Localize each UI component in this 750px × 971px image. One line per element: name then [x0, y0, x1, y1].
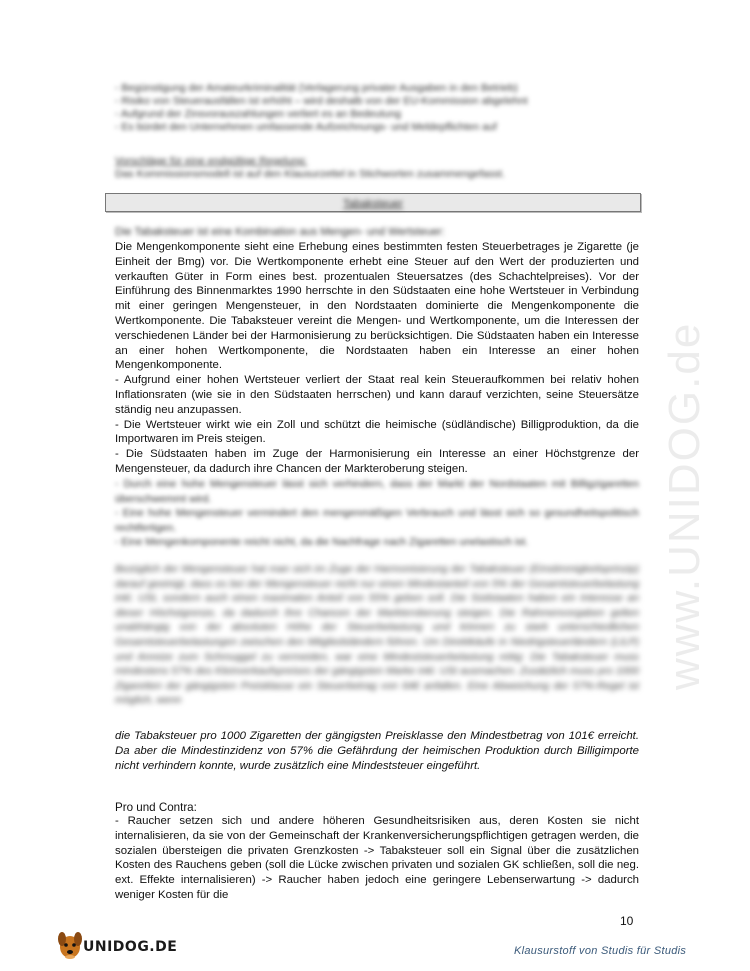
- blurred-bullet-list: [115, 477, 639, 550]
- list-item: - Eine Mengenkomponente reicht nicht, da die Nachfrage nach Zigaretten unelastisch ist.: [115, 536, 529, 548]
- paragraph: die Tabaksteuer pro 1000 Zigaretten der gängigsten Preisklasse den Mindestbetrag von 101€ erreicht. Da aber die Mindestinzidenz von 57% die Gefährdung der heimischen Produktion durch Billigimporte nicht verhindern konnte, wurde zusätzlich eine Mindeststeuer eingeführt.: [115, 730, 639, 772]
- watermark: [650, 250, 710, 700]
- list-item: - Begünstigung der Amateurkriminalität (Verlagerung privater Ausgaben in den Betrieb): [115, 82, 518, 94]
- logo-text: UNIDOG.DE: [83, 939, 178, 955]
- suggestion-heading: Vorschläge für eine endgültige Regelung:: [115, 155, 308, 167]
- section-title-box: [105, 193, 641, 212]
- paragraph: - Aufgrund einer hohen Wertsteuer verliert der Staat real kein Steueraufkommen bei relativ hohen Inflationsraten (wie sie in den Südstaaten herrschen) und kann darauf verzichten, seine Steuersätze ständig neu anzupassen.: [115, 374, 639, 416]
- dog-icon: [55, 927, 85, 963]
- section-title: Tabaksteuer: [343, 198, 403, 210]
- page-number: 10: [620, 914, 634, 928]
- pro-contra-text: [115, 814, 639, 903]
- paragraph: - Die Südstaaten haben im Zuge der Harmonisierung ein Interesse an einer Höchstgrenze der Mengensteuer, da dadurch ihre Chancen der Markteroberung steigen.: [115, 448, 639, 475]
- watermark-text: www.UNIDOG.de: [660, 321, 709, 690]
- list-item: - Durch eine hohe Mengensteuer lässt sich verhindern, dass der Markt der Nordstaaten mit Billigzigaretten überschwemmt wird.: [115, 478, 639, 505]
- top-bullet-list: [115, 82, 640, 134]
- unidog-logo: [55, 927, 178, 963]
- paragraph: Die Mengenkomponente sieht eine Erhebung eines bestimmten festen Steuerbetrages je Zigarette (je Einheit der Bmg) vor. Die Wertkomponente erhebt eine Steuer auf den Wert der produzierten und verkauften Güter in Form eines best. prozentualen Steuersatzes (des Schachtelpreises). Vor der Einführung des Binnenmarktes 1990 herrschte in den Südstaaten eine hohe Wertsteuer in Verbindung mit einer geringen Mengensteuer, in den Nordstaaten dominierte die Mengenkomponente die Wertkomponente. Die Tabaksteuer vereint die Mengen- und Wertkomponente, um die Interessen der verschiedenen Länder bei der Harmonisierung zu berücksichtigen. Die Südstaaten haben ein Interesse an einer hohen Wertkomponente, die Nordstaaten haben ein Interesse an einer hohen Mengenkomponente.: [115, 241, 639, 372]
- italic-paragraph: [115, 729, 639, 773]
- paragraph: - Die Wertsteuer wirkt wie ein Zoll und schützt die heimische (südländische) Billigproduktion, da die Importwaren im Preis steigen.: [115, 418, 639, 446]
- suggestion-block: [115, 155, 640, 181]
- suggestion-text: Das Kommissionsmodell ist auf den Klausurzettel in Stichworten zusammengefasst.: [115, 168, 505, 180]
- pro-contra-heading: Pro und Contra:: [115, 801, 197, 814]
- paragraph: - Raucher setzen sich und andere höheren Gesundheitsrisiken aus, deren Kosten sie nicht internalisieren, da sie von der Gemeinschaft der Krankenversicherungspflichtigen getragen werden, die sozialen übersteigen die privaten Grenzkosten -> Tabaksteuer soll ein Signal über die zusätzlichen Kosten des Rauchens geben (soll die Lücke zwischen privaten und sozialen GK schließen, soll die neg. ext. Effekte internalisieren) -> Raucher haben jedoch eine geringere Lebenserwartung -> dadurch weniger Kosten für die: [115, 815, 639, 901]
- body-text: [115, 240, 639, 477]
- list-item: - Risiko von Steuerausfällen ist erhöht – wird deshalb von der EU-Kommission abgelehnt: [115, 95, 528, 107]
- list-item: - Es bürdet den Unternehmen umfassende Aufzeichnungs- und Meldepflichten auf: [115, 121, 497, 133]
- list-item: - Eine hohe Mengensteuer vermindert den mengenmäßigen Verbrauch und lässt sich so gesundheitspolitisch rechtfertigen.: [115, 507, 639, 534]
- italic-blurred-paragraph: Bezüglich der Mengensteuer hat man sich im Zuge der Harmonisierung der Tabaksteuer (Einstimmigkeitsprinzip) darauf geeinigt, dass es bei der Mengensteuer nicht nur einen Mindestanteil von 5% der Gesamtsteuerbelastung inkl. USt, sondern auch einen maximalen Anteil von 55% geben soll. Die Südstaaten haben ein Interesse an dieser Höchstgrenze, da dadurch ihre Chancen der Markteroberung steigen. Die Rahmenvorgaben gelten unabhängig von der absoluten Höhe der Steuerbelastung und können zu stark unterschiedlichen Gesamtsteuerbelastungen zwischen den Mitgliedsländern führen. Um Direktkäufe in Niedrigsteuerländern (LILP) und Anreize zum Schmuggel zu vermeiden, war eine Mindeststeuerbelastung nötig: Die Tabaksteuer muss mindestens 57% des Kleinverkaufspreises der gängigsten Marke inkl. USt ausmachen. Zusätzlich muss pro 1000 Zigaretten der gängigsten Preisklasse ein Steuerbetrag von 64€ anfallen. Eine Abweichung der 57%-Regel ist möglich, wenn: [115, 564, 639, 707]
- footer-tagline: Klausurstoff von Studis für Studis: [514, 945, 687, 957]
- list-item: - Aufgrund der Zinsvorauszahlungen verliert es an Bedeutung: [115, 108, 402, 120]
- intro-line: Die Tabaksteuer ist eine Kombination aus Mengen- und Wertsteuer:: [115, 226, 445, 238]
